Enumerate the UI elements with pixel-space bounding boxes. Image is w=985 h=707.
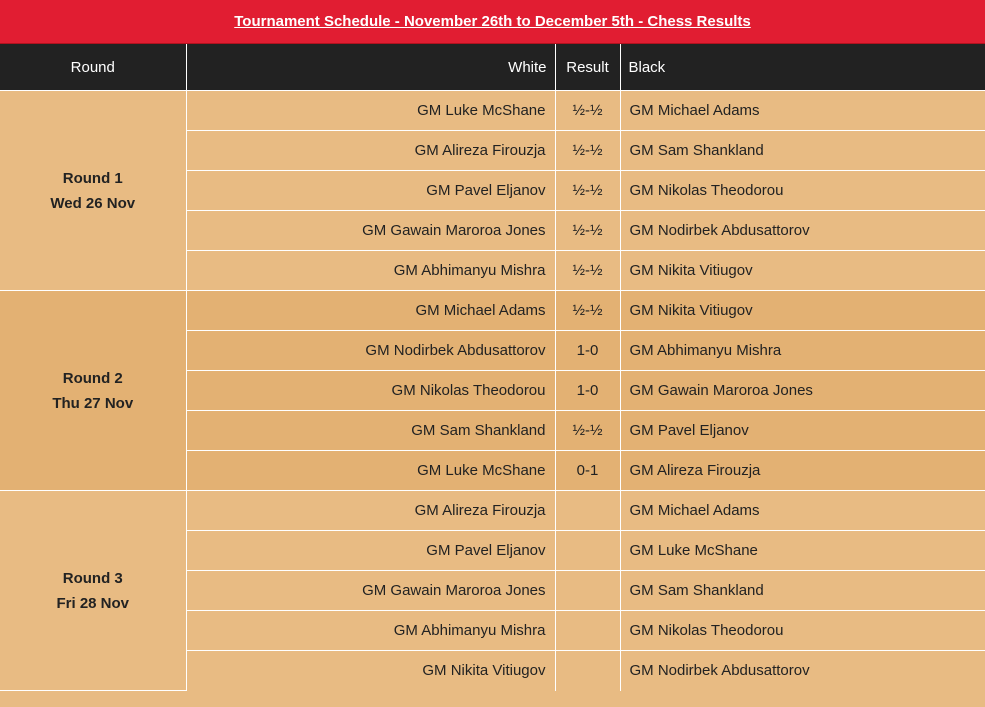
- schedule-banner: [0, 0, 985, 44]
- round-2-block: [0, 291, 985, 491]
- black-player: GM Michael Adams: [620, 491, 985, 531]
- game-result: 1-0: [555, 331, 620, 371]
- table-row: [0, 491, 985, 531]
- column-header-round: Round: [0, 44, 186, 91]
- table-header: [0, 44, 985, 91]
- black-player: GM Luke McShane: [620, 531, 985, 571]
- white-player: GM Abhimanyu Mishra: [186, 251, 555, 291]
- column-header-result: Result: [555, 44, 620, 91]
- black-player: GM Nikita Vitiugov: [620, 291, 985, 331]
- black-player: GM Nikolas Theodorou: [620, 171, 985, 211]
- game-result: 0-1: [555, 451, 620, 491]
- white-player: GM Gawain Maroroa Jones: [186, 571, 555, 611]
- game-result: ½-½: [555, 411, 620, 451]
- white-player: GM Alireza Firouzja: [186, 131, 555, 171]
- column-header-white: White: [186, 44, 555, 91]
- white-player: GM Pavel Eljanov: [186, 171, 555, 211]
- white-player: GM Alireza Firouzja: [186, 491, 555, 531]
- round-date: Thu 27 Nov: [52, 394, 134, 412]
- game-result: ½-½: [555, 211, 620, 251]
- table-row: [0, 291, 985, 331]
- black-player: GM Alireza Firouzja: [620, 451, 985, 491]
- column-header-black: Black: [620, 44, 985, 91]
- white-player: GM Nikita Vitiugov: [186, 651, 555, 691]
- white-player: GM Abhimanyu Mishra: [186, 611, 555, 651]
- game-result: [555, 491, 620, 531]
- game-result: ½-½: [555, 251, 620, 291]
- black-player: GM Sam Shankland: [620, 131, 985, 171]
- round-cell: [0, 91, 186, 291]
- white-player: GM Michael Adams: [186, 291, 555, 331]
- black-player: GM Abhimanyu Mishra: [620, 331, 985, 371]
- round-1-block: [0, 91, 985, 291]
- game-result: [555, 651, 620, 691]
- black-player: GM Pavel Eljanov: [620, 411, 985, 451]
- game-result: 1-0: [555, 371, 620, 411]
- white-player: GM Nodirbek Abdusattorov: [186, 331, 555, 371]
- schedule-title-link[interactable]: Tournament Schedule - November 26th to December 5th - Chess Results: [234, 13, 751, 30]
- black-player: GM Nodirbek Abdusattorov: [620, 211, 985, 251]
- game-result: ½-½: [555, 171, 620, 211]
- round-3-block: [0, 491, 985, 691]
- black-player: GM Nikita Vitiugov: [620, 251, 985, 291]
- round-name: Round 2: [62, 369, 123, 387]
- black-player: GM Nikolas Theodorou: [620, 611, 985, 651]
- game-result: ½-½: [555, 291, 620, 331]
- header-row: [0, 44, 985, 91]
- table-row: [0, 91, 985, 131]
- game-result: [555, 611, 620, 651]
- round-cell: [0, 291, 186, 491]
- white-player: GM Luke McShane: [186, 91, 555, 131]
- black-player: GM Gawain Maroroa Jones: [620, 371, 985, 411]
- results-table: [0, 44, 985, 691]
- black-player: GM Michael Adams: [620, 91, 985, 131]
- game-result: ½-½: [555, 91, 620, 131]
- round-date: Wed 26 Nov: [50, 194, 136, 212]
- white-player: GM Sam Shankland: [186, 411, 555, 451]
- black-player: GM Sam Shankland: [620, 571, 985, 611]
- round-name: Round 3: [62, 569, 123, 587]
- game-result: [555, 571, 620, 611]
- round-date: Fri 28 Nov: [56, 594, 130, 612]
- round-cell: [0, 491, 186, 691]
- white-player: GM Luke McShane: [186, 451, 555, 491]
- game-result: ½-½: [555, 131, 620, 171]
- round-name: Round 1: [62, 169, 123, 187]
- white-player: GM Pavel Eljanov: [186, 531, 555, 571]
- white-player: GM Nikolas Theodorou: [186, 371, 555, 411]
- black-player: GM Nodirbek Abdusattorov: [620, 651, 985, 691]
- game-result: [555, 531, 620, 571]
- white-player: GM Gawain Maroroa Jones: [186, 211, 555, 251]
